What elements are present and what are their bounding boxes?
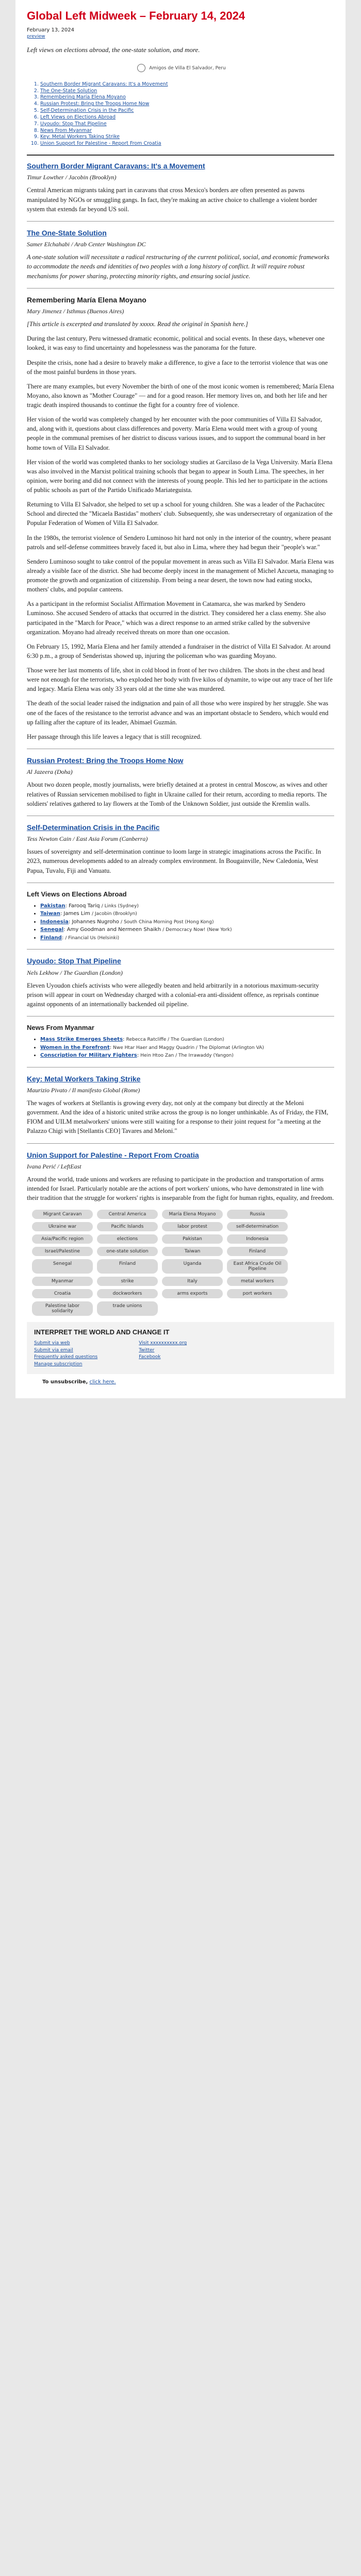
tag[interactable]: Pacific Islands [97,1222,158,1231]
footer-link[interactable]: Facebook [139,1354,161,1360]
article-byline: Timur Lowther / Jacobin (Brooklyn) [27,174,117,181]
toc-item[interactable]: 8. News From Myanmar [40,128,334,134]
tag[interactable]: strike [97,1277,158,1286]
article-byline: Al Jazeera (Doha) [27,768,73,776]
unsubscribe-row [27,1374,334,1388]
article-byline: Samer Elchahabi / Arab Center Washington DC [27,241,146,248]
list-item[interactable]: • Women in the Forefront: Nwe Htar Haer and Maggy Quadrin / The Diplomat (Arlington VA) [40,1044,334,1052]
tag[interactable]: María Elena Moyano [162,1210,223,1219]
tag[interactable]: East Africa Crude Oil Pipeline [227,1259,288,1274]
tag[interactable]: one-state solution [97,1247,158,1256]
footer-col-submit [34,1340,97,1368]
toc-item[interactable]: 5. Self-Determination Crisis in the Pacific [40,108,334,114]
tag[interactable]: Myanmar [32,1277,93,1286]
footer-link[interactable]: Visit xxxxxxxxxx.org [139,1341,187,1346]
article-byline: Nels Lekhow / The Guardian (London) [27,969,123,976]
list-item[interactable]: • Mass Strike Emerges Sheets: Rebecca Ratcliffe / The Guardian (London) [40,1036,334,1044]
article-byline: Maurizio Pivato / Il manifesto Global (Rome) [27,1087,140,1094]
tag[interactable]: Finland [97,1259,158,1274]
tag[interactable]: Russia [227,1210,288,1219]
article-title: Remembering María Elena Moyano [27,295,146,304]
tag[interactable]: Ukraine war [32,1222,93,1231]
article-paragraph: Those were her last moments of life, shot in cold blood in front of her two children. The shots in the chest and head were not enough for the terrorists, who exploded her body with five kilos of dynamite, to wipe out any trace of her life and legacy. María Elena was only 33 years old at the time she was murdered. [27,667,333,693]
tag[interactable]: Central America [97,1210,158,1219]
article-paragraph: Her passage through this life leaves a legacy that is still recognized. [27,733,202,740]
article-paragraph: About two dozen people, mostly journalists, were briefly detained at a protest in central Moscow, as wives and other relatives of Russian servicemen mobilised to fight in Ukraine called for their return, according to media reports. The soldiers' relatives gathered to lay flowers at the Tomb of the Unknown Soldier, just outside the Kremlin walls. [27,781,327,807]
article-paragraph: Eleven Uyoudon chiefs activists who were allegedly beaten and held arbitrarily in a notorious maximum-security prison will appear in court on Wednesday charged with a colonial-era anti-dissident offence, as reprisals continue against opponents of an internationally backended oil pipeline. [27,981,319,1008]
tag[interactable]: Pakistan [162,1234,223,1244]
article-title[interactable]: Southern Border Migrant Caravans: It's a Movement [27,161,205,170]
tag[interactable]: trade unions [97,1301,158,1316]
toc-item[interactable]: 10. Union Support for Palestine - Report From Croatia [40,141,334,147]
footer-columns [34,1340,327,1368]
article-paragraph: Her vision of the world was completely changed by her encounter with the poor communities of Villa El Salvador, and, along with it, questions about class differences and poverty. María Elena would meet with a group of young people in the communal premises of her district to discuss various issues, and to support the communal board in her home town of Villa El Salvador. [27,416,326,451]
toc-item[interactable]: 7. Uyoudo: Stop That Pipeline [40,121,334,128]
preview-link[interactable]: preview [27,34,45,40]
unsubscribe-label: To unsubscribe, [42,1379,88,1385]
share-row [27,34,334,39]
logo-icon [137,64,145,72]
article-paragraph: There are many examples, but every November the birth of one of the most iconic women is remembered; María Elena Moyano, also known as "Mother Courage" — and for a good reason. Her memory lives on, and both her life and her tragic death inspired thousands to continue the fight for a country free of violence. [27,382,334,409]
tag[interactable]: Senegal [32,1259,93,1274]
article-title[interactable]: Uyoudo: Stop That Pipeline [27,957,121,965]
tag[interactable]: arms exports [162,1289,223,1298]
article-title[interactable]: Key: Metal Workers Taking Strike [27,1074,141,1083]
logo-row [27,64,334,72]
article-title[interactable]: Russian Protest: Bring the Troops Home Now [27,756,184,765]
divider [27,155,334,156]
footer-link[interactable]: Frequently asked questions [34,1354,98,1360]
issue-date: February 13, 2024 [27,27,75,33]
list-item[interactable]: • Indonesia: Johannes Nugroho / South China Morning Post (Hong Kong) [40,918,334,926]
article-title[interactable]: Self-Determination Crisis in the Pacific [27,823,160,832]
article-paragraph: In the 1980s, the terrorist violence of Sendero Luminoso hit hard not only in the interior of the country, where peasant patrols and self-defense committees bravely faced it, but also in Lima, where they had begun their "people's war." [27,534,332,551]
article-byline: Ivana Perić / LeftEast [27,1163,81,1171]
tag[interactable]: Finland [227,1247,288,1256]
footer-link[interactable]: Submit via email [34,1347,73,1353]
article-paragraph: Her vision of the world was completed thanks to her sociology studies at Garcilaso de la Vega University. María Elena was also involved in the Marxist political training schools that began to appear in South Lima. The speeches, in her opinion, were boring and did not connect with the interests of young people. This led her to participate in the actions of public schools as part of the Partido Unificado Mariateguista. [27,458,333,494]
footer-link[interactable]: Twitter [139,1347,155,1353]
article-byline: Tess Newton Cain / East Asia Forum (Canberra) [27,835,148,843]
footer-heading: INTERPRET THE WORLD AND CHANGE IT [34,1328,170,1336]
article-paragraph: On February 15, 1992, María Elena and her family attended a fundraiser in the district of Villa El Salvador. At around 6:30 p.m., a group of Senderistas showed up, injuring the policeman who was guarding Moyano. [27,642,331,659]
tag[interactable]: Croatia [32,1289,93,1298]
article-paragraph: The wages of workers at Stellantis is growing every day, not only at the company but directly at the Meloni government. And the idea of a historic united strike across the group is no longer unthinkable. As of Friday, the FIM, FIOM and UILM metalworkers' unions were still waiting for a response to their joint request for "a meeting at the Palazzo Chigi with [Stellantis CEO] Tavares and Meloni." [27,1099,329,1135]
tag[interactable]: self-determination [227,1222,288,1231]
elections-list [27,902,334,942]
myanmar-heading: News From Myanmar [27,1024,94,1032]
table-of-contents [27,81,334,147]
toc-item[interactable]: 3. Remembering María Elena Moyano [40,94,334,101]
article-paragraph: A one-state solution will necessitate a radical restructuring of the current political, social, and economic frameworks to accommodate the needs and identities of two peoples with a long history of conflict. It will require robust mechanisms for power sharing, protecting minority rights, and ensuring social justice. [27,253,330,280]
newsletter-page [15,0,346,1398]
toc-item[interactable]: 6. Left Views on Elections Abroad [40,114,334,121]
tag[interactable]: Uganda [162,1259,223,1274]
divider [27,221,334,222]
tag[interactable]: Asia/Pacific region [32,1234,93,1244]
tag[interactable]: dockworkers [97,1289,158,1298]
article-paragraph: Central American migrants taking part in caravans that cross Mexico's borders are often presented as pawns manipulated by NGOs or smuggling gangs. In fact, they're making an active choice to challenge a violent border system that extends far beyond US soil. [27,187,317,213]
divider [27,949,334,950]
tag[interactable]: elections [97,1234,158,1244]
toc-item[interactable]: 1. Southern Border Migrant Caravans: It's a Movement [40,81,334,88]
article-paragraph: During the last century, Peru witnessed dramatic economic, political and social events. In these days, whenever one looked, it was easy to find uncertainty and hopelessness was the panorama for the future. [27,335,325,352]
tag[interactable]: labor protest [162,1222,223,1231]
toc-item[interactable]: 2. The One-State Solution [40,88,334,95]
tag[interactable]: Italy [162,1277,223,1286]
article-intro: [This article is excerpted and translated by xxxxx. Read the original in Spanish here.] [27,320,248,328]
list-item[interactable]: • Taiwan: James Lim / Jacobin (Brooklyn) [40,910,334,918]
list-item[interactable]: • Pakistan: Farooq Tariq / Links (Sydney) [40,902,334,910]
article-paragraph: The death of the social leader raised the indignation and pain of all those who were inspired by her struggle. She was one of the faces of the resistance to the terrorist advance and was an important obstacle to Sendero, which would end up falling after the capture of its leader, Abimael Guzmán. [27,700,329,726]
tagline: Left views on elections abroad, the one-state solution, and more. [27,46,200,54]
footer-link[interactable]: Submit via web [34,1341,70,1346]
list-item[interactable]: • Finland: / Financial Us (Helsinki) [40,934,334,942]
divider [27,288,334,289]
article-paragraph: Returning to Villa El Salvador, she helped to set up a school for young children. She was a leader of the Pachacútec School and directed the "Micaela Bastidas" mothers' club. Subsequently, she was undersecretary of organization of the Popular Federation of Women of Villa El Salvador. [27,501,333,527]
article-paragraph: Issues of sovereignty and self-determination continue to loom large in strategic imaginations across the Pacific. In 2023, numerous developments added to an already complex environment. In Bougainville, New Caledonia, West Papua, Tuvalu, Fiji and Vanuatu. [27,848,321,874]
tag[interactable]: Migrant Caravan [32,1210,93,1219]
tag[interactable]: Israel/Palestine [32,1247,93,1256]
article-title[interactable]: The One-State Solution [27,228,107,237]
myanmar-list [27,1036,334,1060]
article-paragraph: As a participant in the reformist Socialist Affirmation Movement in Catamarca, she was marked by Sendero Luminoso. She accused Sendero of attacks that occurred in the district. They considered her a class enemy. She also participated in the "March for Peace," which was a direct response to an armed strike called by the subversive organization. Moyano had already received threats on more than one occasion. [27,600,326,636]
article-paragraph: Around the world, trade unions and workers are refusing to participate in the production and transportation of arms intended for Israel. Particularly notable are the actions of port workers' unions, who have demonstrated in line with their tradition that the struggle for workers' rights is inseparable from the fight for human rights, equality, and freedom. [27,1176,334,1202]
toc-item[interactable]: 9. Key: Metal Workers Taking Strike [40,134,334,141]
list-item[interactable]: • Conscription for Military Fighters: Hein Htoo Zan / The Irrawaddy (Yangon) [40,1052,334,1060]
article-paragraph: Despite the crisis, none had a desire to bravely make a difference, to give a face to the terrorist violence that was one of the most painful burdens in those years. [27,359,328,376]
logo-caption: Amigos de Villa El Salvador, Peru [149,65,226,71]
article-title[interactable]: Union Support for Palestine - Report From Croatia [27,1150,199,1159]
footer-col-social [139,1340,187,1368]
divider [27,1143,334,1144]
article-byline: Mary Jimenez / Isthmus (Buenos Aires) [27,308,124,315]
footer-link[interactable]: Manage subscription [34,1361,83,1367]
list-item[interactable]: • Senegal: Amy Goodman and Nermeen Shaikh / Democracy Now! (New York) [40,926,334,934]
tag[interactable]: Taiwan [162,1247,223,1256]
tag[interactable]: Indonesia [227,1234,288,1244]
newsletter-title: Global Left Midweek – February 14, 2024 [27,9,245,22]
tag[interactable]: metal workers [227,1277,288,1286]
article-paragraph: Sendero Luminoso sought to take control of the popular movement in areas such as Villa El Salvador. María Elena was already a visible face of the district. She had become deeply incest in the management of Michel Azcueta, managing to promote the growth and organization of citizenship. From being a near desert, the town now had eating stocks, mothers' clubs, and popular canteens. [27,557,334,594]
toc-item[interactable]: 4. Russian Protest: Bring the Troops Home Now [40,101,334,108]
tag[interactable]: port workers [227,1289,288,1298]
tag[interactable]: Palestine labor solidarity [32,1301,93,1316]
unsubscribe-link[interactable]: click here. [89,1379,116,1385]
tag-cloud [27,1210,334,1316]
footer [27,1322,334,1374]
elections-heading: Left Views on Elections Abroad [27,890,127,898]
